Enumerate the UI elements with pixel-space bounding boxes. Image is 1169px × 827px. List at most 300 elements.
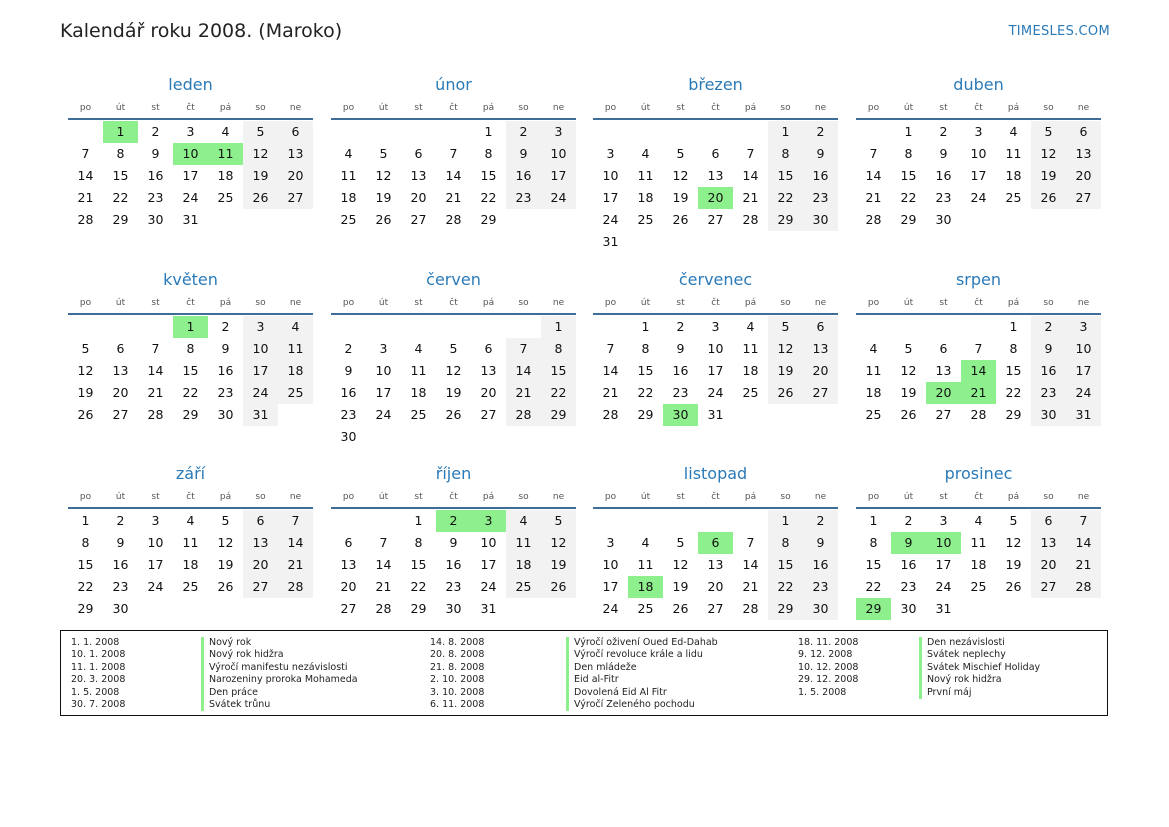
legend-date: 20. 3. 2008 xyxy=(71,674,126,686)
holiday-day-cell: 30 xyxy=(663,404,698,426)
weekday-label: ne xyxy=(814,103,827,113)
weekday-label: pá xyxy=(744,298,757,308)
weekday-label: so xyxy=(780,492,791,502)
day-cell: 22 xyxy=(480,190,497,205)
day-cell: 21 xyxy=(865,190,882,205)
weekday-label: ne xyxy=(552,492,565,502)
day-cell: 27 xyxy=(410,212,427,227)
month-name: prosinec xyxy=(944,464,1013,483)
month-12 xyxy=(856,464,1101,624)
legend-holiday-name: Svátek Mischief Holiday xyxy=(919,662,1040,674)
day-cell: 30 xyxy=(803,598,838,620)
month-divider xyxy=(68,313,313,315)
day-cell: 27 xyxy=(112,407,129,422)
legend-date: 1. 5. 2008 xyxy=(71,686,120,698)
legend-holiday-name: Nový rok xyxy=(201,637,358,649)
day-cell: 9 xyxy=(449,535,458,550)
day-cell: 26 xyxy=(672,601,689,616)
weekday-label: čt xyxy=(449,103,458,113)
day-cell: 1 xyxy=(1009,319,1018,334)
day-cell: 18 xyxy=(970,557,987,572)
day-cell: 3 xyxy=(974,124,983,139)
legend-holiday-name: První máj xyxy=(919,687,1040,699)
day-cell: 23 xyxy=(217,385,234,400)
legend-date: 20. 8. 2008 xyxy=(430,649,485,661)
day-cell: 29 xyxy=(112,212,129,227)
day-cell: 17 xyxy=(970,168,987,183)
day-cell: 9 xyxy=(803,532,838,554)
legend-date: 1. 1. 2008 xyxy=(71,637,120,648)
month-6 xyxy=(331,270,576,444)
day-cell: 10 xyxy=(602,168,619,183)
day-cell: 8 xyxy=(641,341,650,356)
day-cell: 24 xyxy=(541,187,576,209)
weekday-label: út xyxy=(903,298,914,308)
day-cell: 21 xyxy=(506,382,541,404)
weekday-label: pá xyxy=(482,298,495,308)
day-cell: 19 xyxy=(243,165,278,187)
day-cell: 23 xyxy=(147,190,164,205)
day-cell: 18 xyxy=(742,363,759,378)
day-cell: 16 xyxy=(672,363,689,378)
day-cell: 8 xyxy=(768,532,803,554)
day-cell: 27 xyxy=(1066,187,1101,209)
holiday-day-cell: 10 xyxy=(173,143,208,165)
day-cell: 17 xyxy=(602,190,619,205)
day-cell: 6 xyxy=(278,121,313,143)
day-cell: 7 xyxy=(449,146,458,161)
day-cell: 14 xyxy=(742,557,759,572)
holiday-day-cell: 10 xyxy=(926,532,961,554)
holiday-day-cell: 29 xyxy=(856,598,891,620)
day-cell: 8 xyxy=(116,146,125,161)
day-cell: 17 xyxy=(147,557,164,572)
day-cell: 21 xyxy=(278,554,313,576)
day-cell: 27 xyxy=(803,382,838,404)
day-cell: 8 xyxy=(768,143,803,165)
day-cell: 7 xyxy=(974,341,983,356)
day-cell: 17 xyxy=(243,360,278,382)
day-cell: 29 xyxy=(768,209,803,231)
day-cell: 13 xyxy=(1066,143,1101,165)
day-cell: 24 xyxy=(375,407,392,422)
day-cell: 30 xyxy=(217,407,234,422)
holiday-day-cell: 1 xyxy=(173,316,208,338)
day-cell: 7 xyxy=(151,341,160,356)
day-cell: 15 xyxy=(637,363,654,378)
weekday-label: pá xyxy=(482,492,495,502)
weekday-label: po xyxy=(342,298,355,308)
day-cell: 29 xyxy=(77,601,94,616)
month-divider xyxy=(856,507,1101,509)
day-cell: 13 xyxy=(112,363,129,378)
day-cell: 17 xyxy=(602,579,619,594)
weekday-label: ne xyxy=(289,298,302,308)
weekday-label: út xyxy=(378,492,389,502)
day-cell: 26 xyxy=(243,187,278,209)
day-cell: 5 xyxy=(379,146,388,161)
day-cell: 10 xyxy=(1066,338,1101,360)
day-cell: 21 xyxy=(147,385,164,400)
weekday-label: st xyxy=(939,492,948,502)
day-cell: 10 xyxy=(707,341,724,356)
day-cell: 2 xyxy=(116,513,125,528)
day-cell: 26 xyxy=(1031,187,1066,209)
weekday-label: ne xyxy=(814,298,827,308)
weekday-label: čt xyxy=(711,298,720,308)
day-cell: 1 xyxy=(81,513,90,528)
month-9 xyxy=(68,464,313,624)
weekday-label: út xyxy=(378,298,389,308)
day-cell: 13 xyxy=(278,143,313,165)
day-cell: 17 xyxy=(935,557,952,572)
day-cell: 4 xyxy=(641,146,650,161)
day-cell: 7 xyxy=(1066,510,1101,532)
month-name: leden xyxy=(168,75,213,94)
weekday-label: po xyxy=(867,298,880,308)
weekday-label: pá xyxy=(744,103,757,113)
weekday-label: po xyxy=(79,492,92,502)
day-cell: 3 xyxy=(379,341,388,356)
day-cell: 25 xyxy=(506,576,541,598)
day-cell: 19 xyxy=(900,385,917,400)
day-cell: 9 xyxy=(676,341,685,356)
day-cell: 26 xyxy=(900,407,917,422)
day-cell: 30 xyxy=(900,601,917,616)
weekday-label: čt xyxy=(711,103,720,113)
day-cell: 2 xyxy=(676,319,685,334)
month-name: duben xyxy=(953,75,1004,94)
holiday-day-cell: 14 xyxy=(961,360,996,382)
day-cell: 12 xyxy=(768,338,803,360)
legend-date: 14. 8. 2008 xyxy=(430,637,485,648)
day-cell: 21 xyxy=(375,579,392,594)
day-cell: 12 xyxy=(1005,535,1022,550)
day-cell: 4 xyxy=(278,316,313,338)
day-cell: 16 xyxy=(506,165,541,187)
day-cell: 25 xyxy=(1005,190,1022,205)
day-cell: 11 xyxy=(278,338,313,360)
day-cell: 1 xyxy=(484,124,493,139)
legend-date: 1. 5. 2008 xyxy=(798,686,847,698)
legend-holiday-name: Svátek trůnu xyxy=(201,699,358,711)
day-cell: 11 xyxy=(1005,146,1022,161)
day-cell: 23 xyxy=(1031,382,1066,404)
legend-name-column xyxy=(201,637,358,711)
day-cell: 20 xyxy=(803,360,838,382)
day-cell: 10 xyxy=(970,146,987,161)
day-cell: 29 xyxy=(410,601,427,616)
day-cell: 17 xyxy=(375,385,392,400)
day-cell: 12 xyxy=(672,557,689,572)
day-cell: 14 xyxy=(742,168,759,183)
day-cell: 13 xyxy=(707,557,724,572)
day-cell: 7 xyxy=(278,510,313,532)
day-cell: 9 xyxy=(1031,338,1066,360)
weekday-label: čt xyxy=(449,298,458,308)
day-cell: 20 xyxy=(112,385,129,400)
month-divider xyxy=(68,507,313,509)
day-cell: 5 xyxy=(768,316,803,338)
day-cell: 12 xyxy=(672,168,689,183)
weekday-label: ne xyxy=(552,298,565,308)
day-cell: 8 xyxy=(1009,341,1018,356)
day-cell: 31 xyxy=(935,601,952,616)
weekday-label: po xyxy=(604,298,617,308)
legend-name-column xyxy=(919,637,1040,699)
month-name: červen xyxy=(426,270,481,289)
day-cell: 17 xyxy=(1066,360,1101,382)
legend-date: 11. 1. 2008 xyxy=(71,661,126,673)
month-name: říjen xyxy=(435,464,472,483)
day-cell: 29 xyxy=(900,212,917,227)
weekday-label: pá xyxy=(219,298,232,308)
holiday-day-cell: 20 xyxy=(926,382,961,404)
day-cell: 7 xyxy=(746,146,755,161)
day-cell: 20 xyxy=(410,190,427,205)
day-cell: 13 xyxy=(935,363,952,378)
weekday-label: pá xyxy=(219,492,232,502)
legend-date-column xyxy=(430,637,484,711)
day-cell: 8 xyxy=(904,146,913,161)
day-cell: 25 xyxy=(410,407,427,422)
month-8 xyxy=(856,270,1101,430)
weekday-label: čt xyxy=(711,492,720,502)
legend-date: 2. 10. 2008 xyxy=(430,674,485,686)
day-cell: 2 xyxy=(344,341,353,356)
day-cell: 2 xyxy=(506,121,541,143)
weekday-label: st xyxy=(151,103,160,113)
weekday-label: so xyxy=(255,298,266,308)
weekday-label: čt xyxy=(186,103,195,113)
day-cell: 18 xyxy=(182,557,199,572)
day-cell: 28 xyxy=(865,212,882,227)
day-cell: 7 xyxy=(379,535,388,550)
weekday-label: so xyxy=(1043,103,1054,113)
day-cell: 12 xyxy=(900,363,917,378)
day-cell: 19 xyxy=(541,554,576,576)
day-cell: 18 xyxy=(865,385,882,400)
day-cell: 22 xyxy=(77,579,94,594)
day-cell: 18 xyxy=(1005,168,1022,183)
weekday-label: ne xyxy=(1077,492,1090,502)
day-cell: 4 xyxy=(641,535,650,550)
day-cell: 27 xyxy=(707,212,724,227)
legend-holiday-name: Výročí revoluce krále a lidu xyxy=(566,649,718,661)
day-cell: 11 xyxy=(410,363,427,378)
day-cell: 20 xyxy=(1066,165,1101,187)
day-cell: 24 xyxy=(243,382,278,404)
day-cell: 26 xyxy=(375,212,392,227)
weekday-label: po xyxy=(604,492,617,502)
day-cell: 25 xyxy=(970,579,987,594)
site-link[interactable]: TIMESLES.COM xyxy=(1008,24,1110,39)
day-cell: 5 xyxy=(221,513,230,528)
weekday-label: čt xyxy=(974,103,983,113)
day-cell: 11 xyxy=(970,535,987,550)
day-cell: 4 xyxy=(974,513,983,528)
day-cell: 6 xyxy=(484,341,493,356)
day-cell: 3 xyxy=(151,513,160,528)
day-cell: 27 xyxy=(278,187,313,209)
weekday-label: st xyxy=(414,298,423,308)
day-cell: 22 xyxy=(410,579,427,594)
day-cell: 19 xyxy=(768,360,803,382)
day-cell: 12 xyxy=(243,143,278,165)
legend-holiday-name: Den nezávislosti xyxy=(919,637,1040,649)
day-cell: 7 xyxy=(606,341,615,356)
day-cell: 15 xyxy=(410,557,427,572)
day-cell: 11 xyxy=(182,535,199,550)
day-cell: 26 xyxy=(77,407,94,422)
day-cell: 19 xyxy=(77,385,94,400)
day-cell: 4 xyxy=(186,513,195,528)
day-cell: 24 xyxy=(147,579,164,594)
day-cell: 27 xyxy=(707,601,724,616)
month-divider xyxy=(331,313,576,315)
weekday-label: út xyxy=(640,492,651,502)
month-name: květen xyxy=(163,270,218,289)
day-cell: 11 xyxy=(340,168,357,183)
weekday-label: so xyxy=(255,492,266,502)
day-cell: 7 xyxy=(869,146,878,161)
day-cell: 20 xyxy=(480,385,497,400)
holiday-day-cell: 20 xyxy=(698,187,733,209)
weekday-label: po xyxy=(79,298,92,308)
weekday-label: út xyxy=(640,103,651,113)
day-cell: 21 xyxy=(602,385,619,400)
day-cell: 25 xyxy=(637,601,654,616)
weekday-label: pá xyxy=(744,492,757,502)
legend-holiday-name: Narozeniny proroka Mohameda xyxy=(201,674,358,686)
day-cell: 29 xyxy=(541,404,576,426)
day-cell: 1 xyxy=(414,513,423,528)
day-cell: 30 xyxy=(935,212,952,227)
weekday-label: čt xyxy=(449,492,458,502)
month-divider xyxy=(856,313,1101,315)
legend-date: 29. 12. 2008 xyxy=(798,674,859,686)
month-10 xyxy=(331,464,576,624)
day-cell: 4 xyxy=(506,510,541,532)
month-divider xyxy=(68,118,313,120)
holiday-day-cell: 2 xyxy=(436,510,471,532)
weekday-label: st xyxy=(414,103,423,113)
day-cell: 3 xyxy=(606,535,615,550)
legend-holiday-name: Svátek neplechy xyxy=(919,649,1040,661)
day-cell: 4 xyxy=(746,319,755,334)
month-divider xyxy=(331,507,576,509)
day-cell: 13 xyxy=(480,363,497,378)
day-cell: 14 xyxy=(506,360,541,382)
day-cell: 25 xyxy=(340,212,357,227)
legend-date: 6. 11. 2008 xyxy=(430,698,485,710)
day-cell: 2 xyxy=(221,319,230,334)
weekday-label: po xyxy=(867,103,880,113)
weekday-label: ne xyxy=(289,103,302,113)
day-cell: 22 xyxy=(637,385,654,400)
day-cell: 6 xyxy=(414,146,423,161)
day-cell: 12 xyxy=(445,363,462,378)
day-cell: 2 xyxy=(803,510,838,532)
day-cell: 11 xyxy=(506,532,541,554)
day-cell: 1 xyxy=(904,124,913,139)
day-cell: 12 xyxy=(77,363,94,378)
day-cell: 26 xyxy=(1005,579,1022,594)
day-cell: 24 xyxy=(480,579,497,594)
day-cell: 19 xyxy=(672,190,689,205)
weekday-label: st xyxy=(676,103,685,113)
day-cell: 6 xyxy=(1031,510,1066,532)
day-cell: 21 xyxy=(445,190,462,205)
day-cell: 21 xyxy=(742,190,759,205)
page-title: Kalendář roku 2008. (Maroko) xyxy=(60,20,343,42)
month-name: září xyxy=(175,464,206,483)
day-cell: 10 xyxy=(147,535,164,550)
day-cell: 3 xyxy=(939,513,948,528)
day-cell: 15 xyxy=(182,363,199,378)
day-cell: 16 xyxy=(803,165,838,187)
day-cell: 23 xyxy=(112,579,129,594)
day-cell: 23 xyxy=(672,385,689,400)
day-cell: 5 xyxy=(676,146,685,161)
holiday-day-cell: 1 xyxy=(103,121,138,143)
day-cell: 16 xyxy=(217,363,234,378)
day-cell: 20 xyxy=(1031,554,1066,576)
day-cell: 11 xyxy=(742,341,759,356)
day-cell: 30 xyxy=(340,429,357,444)
day-cell: 30 xyxy=(445,601,462,616)
weekday-label: pá xyxy=(219,103,232,113)
holiday-day-cell: 11 xyxy=(208,143,243,165)
day-cell: 26 xyxy=(768,382,803,404)
day-cell: 30 xyxy=(112,601,129,616)
day-cell: 24 xyxy=(1066,382,1101,404)
day-cell: 18 xyxy=(506,554,541,576)
month-name: březen xyxy=(688,75,743,94)
day-cell: 23 xyxy=(803,576,838,598)
day-cell: 3 xyxy=(186,124,195,139)
legend-holiday-name: Nový rok hidžra xyxy=(201,649,358,661)
day-cell: 17 xyxy=(541,165,576,187)
day-cell: 18 xyxy=(637,190,654,205)
day-cell: 13 xyxy=(340,557,357,572)
day-cell: 28 xyxy=(445,212,462,227)
month-name: únor xyxy=(435,75,472,94)
day-cell: 19 xyxy=(375,190,392,205)
day-cell: 1 xyxy=(541,316,576,338)
day-cell: 21 xyxy=(742,579,759,594)
day-cell: 3 xyxy=(541,121,576,143)
month-divider xyxy=(856,118,1101,120)
day-cell: 13 xyxy=(803,338,838,360)
day-cell: 16 xyxy=(935,168,952,183)
day-cell: 31 xyxy=(243,404,278,426)
weekday-label: so xyxy=(518,298,529,308)
day-cell: 1 xyxy=(768,510,803,532)
day-cell: 5 xyxy=(449,341,458,356)
weekday-label: čt xyxy=(186,298,195,308)
legend-date: 30. 7. 2008 xyxy=(71,698,126,710)
weekday-label: út xyxy=(115,298,126,308)
day-cell: 2 xyxy=(803,121,838,143)
legend-date: 18. 11. 2008 xyxy=(798,637,859,648)
day-cell: 27 xyxy=(340,601,357,616)
legend-holiday-name: Eid al-Fitr xyxy=(566,674,718,686)
day-cell: 6 xyxy=(1066,121,1101,143)
legend-holiday-name: Den mládeže xyxy=(566,662,718,674)
day-cell: 19 xyxy=(445,385,462,400)
day-cell: 22 xyxy=(768,576,803,598)
